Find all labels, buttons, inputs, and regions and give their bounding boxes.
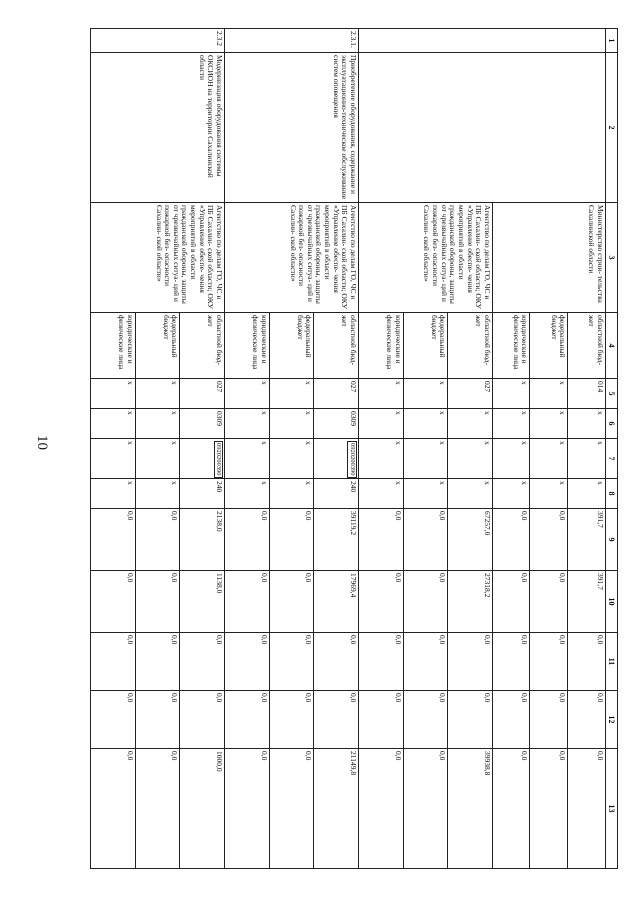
code-cell: 027 [180,379,225,409]
value-cell: 2138,0 [180,509,225,571]
value-cell: 0,0 [225,749,270,869]
value-cell: 0,0 [403,571,448,633]
header-cell: 2 [605,53,617,203]
value-cell: 0,0 [135,633,180,691]
header-cell: 8 [605,479,617,509]
source-cell: юридические и физические лица [225,313,270,379]
code-cell: x [448,409,493,439]
code-cell: x [269,379,314,409]
value-cell: 1138,0 [180,571,225,633]
source-cell: областной бюд- жет [568,313,606,379]
value-cell: 0,0 [492,691,530,749]
value-cell: 0,0 [269,691,314,749]
value-cell: 17969,4 [314,571,359,633]
value-cell: 0,0 [269,571,314,633]
code-cell: x [225,439,270,479]
code-cell: x [269,409,314,439]
source-cell: областной бюд- жет [448,313,493,379]
value-cell: 0,0 [492,633,530,691]
code-cell: x [403,439,448,479]
value-cell: 0,0 [403,633,448,691]
item-name-cell: Модернизация оборудования системы ОКСИОН на территории Сахалинской области [91,53,225,203]
table-row [568,29,606,869]
code-cell: 240 [314,479,359,509]
code-cell: x [358,409,403,439]
target-code: 0920200390 [348,443,356,476]
code-cell: x [91,409,136,439]
code-cell: x [91,379,136,409]
value-cell: 391,7 [568,509,606,571]
code-cell: x [530,379,568,409]
value-cell: 0,0 [358,749,403,869]
value-cell: 0,0 [225,633,270,691]
value-cell: 0,0 [91,571,136,633]
item-number-cell: 2.3.2 [91,29,225,53]
page-number: 10 [34,435,50,450]
executor-cell: Агентство по делам ГО, ЧС и ПБ Сахалин- ской области; ОКУ «Управление обеспе- чения мероприятий в области гражданской обороны, защиты от чрезвычайных ситуа- ций и пожарной без- опасности Сахалин- ской области» [225,203,359,313]
code-cell: x [403,479,448,509]
value-cell: 1000,0 [180,749,225,869]
value-cell: 0,0 [403,749,448,869]
code-cell: x [358,439,403,479]
header-cell: 1 [605,29,617,53]
value-cell: 0,0 [358,691,403,749]
value-cell: 0,0 [135,509,180,571]
code-cell: x [530,479,568,509]
source-cell: федеральный бюджет [135,313,180,379]
code-cell: x [568,479,606,509]
code-cell: x [135,439,180,479]
source-cell: областной бюд- жет [180,313,225,379]
code-cell: 0309 [180,409,225,439]
header-cell: 13 [605,749,617,869]
table-row [180,29,225,869]
value-cell: 0,0 [358,633,403,691]
code-cell: x [135,479,180,509]
value-cell: 0,0 [492,749,530,869]
code-cell: x [403,409,448,439]
code-cell: x [91,439,136,479]
header-cell: 6 [605,409,617,439]
header-cell: 12 [605,691,617,749]
value-cell: 0,0 [530,749,568,869]
value-cell: 0,0 [314,691,359,749]
item-number-cell [358,29,605,53]
header-cell: 5 [605,379,617,409]
code-cell [180,439,225,479]
value-cell: 0,0 [269,749,314,869]
header-cell: 10 [605,571,617,633]
code-cell: x [568,439,606,479]
code-cell: x [492,479,530,509]
code-cell: x [403,379,448,409]
value-cell: 0,0 [180,691,225,749]
item-name-cell [358,53,605,203]
code-cell: x [91,479,136,509]
source-cell: федеральный бюджет [269,313,314,379]
value-cell: 0,0 [530,571,568,633]
value-cell: 0,0 [492,571,530,633]
code-cell: x [492,379,530,409]
code-cell: x [568,409,606,439]
value-cell: 0,0 [135,749,180,869]
code-cell: x [358,379,403,409]
executor-cell: Министерство строи- тельства Сахалинской области [492,203,605,313]
value-cell: 0,0 [91,749,136,869]
header-cell: 11 [605,633,617,691]
code-cell [314,439,359,479]
value-cell: 0,0 [225,691,270,749]
code-cell: x [225,479,270,509]
item-name-cell: Приобретение оборудования, содержание и эксплуатационно-техническое обслуживание систем оповещения [225,53,359,203]
value-cell: 0,0 [448,633,493,691]
value-cell: 391,7 [568,571,606,633]
source-cell: юридические и физические лица [492,313,530,379]
code-cell: x [269,439,314,479]
value-cell: 67257,0 [448,509,493,571]
header-cell: 7 [605,439,617,479]
value-cell: 0,0 [530,633,568,691]
value-cell: 0,0 [91,633,136,691]
code-cell: 014 [568,379,606,409]
executor-cell: Агентство по делам ГО, ЧС и ПБ Сахалин- ской области; ОКУ «Управление обеспе- чения мероприятий в области гражданской обороны, защиты от чрезвычайных ситуа- ций и пожарной без- опасности Сахалин- ской области» [91,203,225,313]
code-cell: 0309 [314,409,359,439]
value-cell: 0,0 [530,691,568,749]
value-cell: 0,0 [568,633,606,691]
budget-table [90,28,618,869]
code-cell: x [492,439,530,479]
value-cell: 21149,8 [314,749,359,869]
source-cell: юридические и физические лица [91,313,136,379]
source-cell: областной бюд- жет [314,313,359,379]
value-cell: 0,0 [492,509,530,571]
value-cell: 0,0 [314,633,359,691]
value-cell: 0,0 [358,571,403,633]
value-cell: 0,0 [135,691,180,749]
source-cell: юридические и физические лица [358,313,403,379]
value-cell: 0,0 [91,509,136,571]
rotated-table-area [90,28,618,868]
value-cell: 0,0 [91,691,136,749]
code-cell: x [530,439,568,479]
code-cell: 240 [180,479,225,509]
code-cell: 027 [314,379,359,409]
value-cell: 0,0 [568,749,606,869]
value-cell: 0,0 [448,691,493,749]
value-cell: 0,0 [568,691,606,749]
value-cell: 0,0 [180,633,225,691]
code-cell: x [448,479,493,509]
value-cell: 0,0 [135,571,180,633]
value-cell: 39119,2 [314,509,359,571]
code-cell: x [492,409,530,439]
code-cell: x [448,439,493,479]
source-cell: федеральный бюджет [530,313,568,379]
item-number-cell: 2.3.1. [225,29,359,53]
code-cell: x [225,379,270,409]
header-cell: 9 [605,509,617,571]
executor-cell: Агентство по делам ГО, ЧС и ПБ Сахалин- ской области; ОКУ «Управление обеспе- чения мероприятий в области гражданской обороны, защиты от чрезвычайных ситуа- ций и пожарной без- опасности Сахалин- ской области» [358,203,492,313]
code-cell: x [135,409,180,439]
value-cell: 0,0 [358,509,403,571]
header-row [605,29,617,869]
value-cell: 0,0 [530,509,568,571]
code-cell: x [358,479,403,509]
code-cell: x [269,479,314,509]
value-cell: 39938,8 [448,749,493,869]
header-cell: 3 [605,203,617,313]
code-cell: x [225,409,270,439]
code-cell: x [135,379,180,409]
target-code: 0920200390 [215,443,222,476]
code-cell: x [530,409,568,439]
value-cell: 0,0 [269,633,314,691]
table-wrapper [90,28,618,868]
header-cell: 4 [605,313,617,379]
table-row [314,29,359,869]
code-cell: 027 [448,379,493,409]
value-cell: 27318,2 [448,571,493,633]
value-cell: 0,0 [403,509,448,571]
value-cell: 0,0 [225,509,270,571]
source-cell: федеральный бюджет [403,313,448,379]
value-cell: 0,0 [225,571,270,633]
value-cell: 0,0 [269,509,314,571]
value-cell: 0,0 [403,691,448,749]
